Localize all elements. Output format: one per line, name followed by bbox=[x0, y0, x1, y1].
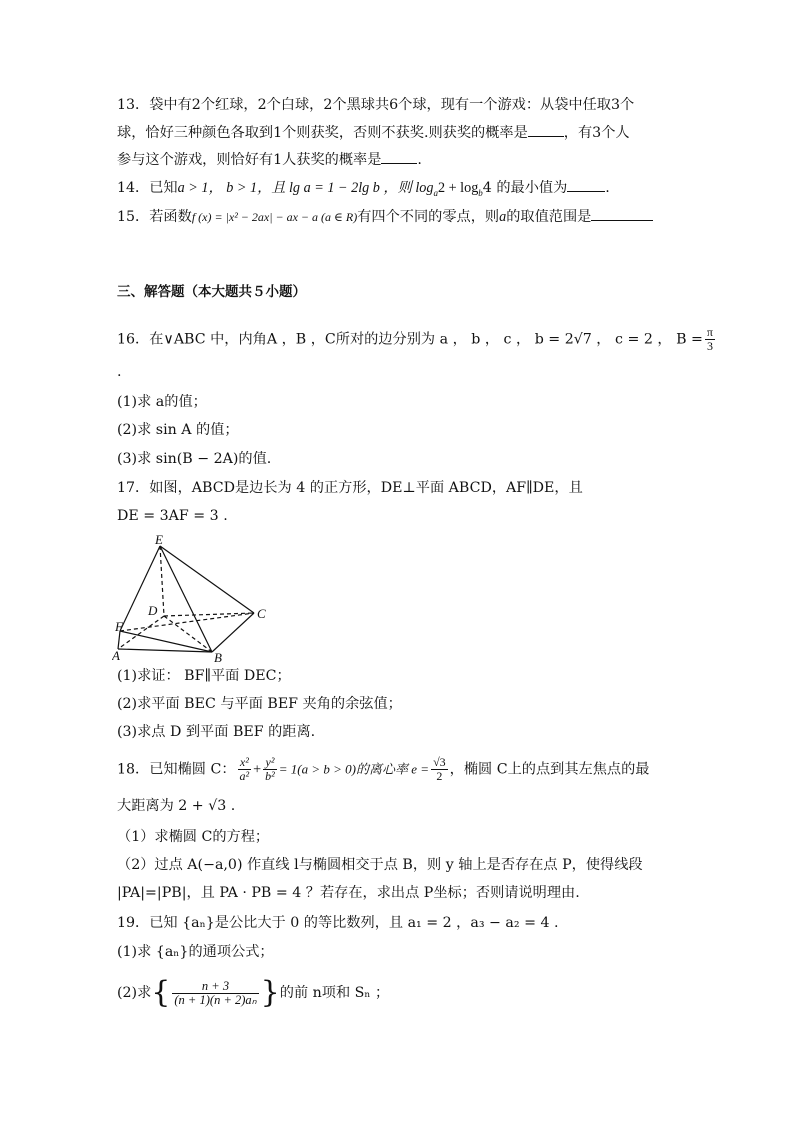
q16-part1: (1)求 a的值； bbox=[117, 394, 207, 410]
q17-part3: (3)求点 D 到平面 BEF 的距离. bbox=[117, 724, 316, 740]
label-B: B bbox=[214, 650, 222, 664]
q19-part1: (1)求 {aₙ}的通项公式； bbox=[117, 944, 274, 960]
q17-part2: (2)求平面 BEC 与平面 BEF 夹角的余弦值； bbox=[117, 696, 402, 712]
answer-blank bbox=[381, 149, 417, 164]
brace-left: { bbox=[151, 975, 171, 1010]
q14-sub: a bbox=[433, 187, 438, 198]
answer-blank bbox=[591, 206, 653, 221]
q14-end: . bbox=[605, 180, 610, 196]
edge-BC bbox=[212, 613, 254, 652]
q13-text: 参与这个游戏，则恰好有1人获奖的概率是 bbox=[117, 152, 382, 168]
q18-line1: 18．已知椭圆 C： $\frac{\text{x²}}{\text{a²}}$ + $\frac{\text{y²}}{\text{b²}}$ = 1(a > b > 0)的离心率 e = $\frac{√3}{2}$ ，椭圆 C上的点到其左焦点的最 bbox=[117, 755, 650, 783]
fraction-numerator: x² bbox=[238, 756, 252, 770]
q14-sub: b bbox=[478, 187, 483, 198]
q14-tail: 4 的最小值为 bbox=[482, 180, 568, 196]
fraction-denominator: a² bbox=[239, 769, 250, 783]
q17-line1: 17．如图，ABCD是边长为 4 的正方形，DE⊥平面 ABCD，AF∥DE，且 bbox=[117, 480, 583, 496]
geometry-figure bbox=[112, 534, 282, 664]
q15-line bbox=[117, 206, 653, 227]
q19-line1: 19．已知 {aₙ}是公比大于 0 的等比数列，且 a₁ = 2 ，a₃ − a₂ = 4 . bbox=[117, 915, 559, 931]
q13-line2 bbox=[117, 122, 630, 143]
q18-frac-y bbox=[263, 756, 277, 783]
q14-condition: a > 1， b > 1，且 lg a = 1 − 2lg b ，则 log bbox=[177, 180, 434, 196]
fraction-denominator: 3 bbox=[706, 339, 713, 353]
q18-eq-tail: = 1(a > b > 0)的离心率 e = bbox=[278, 761, 430, 777]
q17-line2: DE = 3AF = 3 . bbox=[117, 508, 228, 524]
q14-line bbox=[117, 177, 610, 203]
q15-prefix: 15．若函数 bbox=[117, 209, 192, 225]
fraction-numerator: n + 3 bbox=[172, 980, 258, 994]
edge-EC bbox=[160, 546, 254, 613]
q15-tail: 的取值范围是 bbox=[506, 209, 592, 225]
q16-line1 bbox=[117, 326, 717, 353]
fraction-numerator: y² bbox=[263, 756, 277, 770]
q13-text: ，有3个人 bbox=[563, 125, 630, 141]
q18-line2: 大距离为 2 + √3 . bbox=[117, 798, 236, 814]
edge-EF bbox=[120, 546, 160, 631]
q15-suffix: 有四个不同的零点，则 bbox=[357, 209, 500, 225]
fraction-numerator: π bbox=[706, 325, 713, 339]
q13-line3 bbox=[117, 149, 422, 170]
q18-part2: （2）过点 A(−a,0) 作直线 l与椭圆相交于点 B，则 y 轴上是否存在点 P，使得线段 bbox=[117, 857, 643, 873]
section-title: 三、解答题（本大题共５小题） bbox=[117, 284, 306, 300]
label-C: C bbox=[257, 606, 266, 621]
label-F: F bbox=[115, 619, 123, 634]
q13-text: . bbox=[417, 152, 422, 168]
q13-text: 球，恰好三种颜色各取到1个则获奖，否则不获奖.则获奖的概率是 bbox=[117, 125, 528, 141]
edge-ED bbox=[160, 546, 164, 616]
q18-frac-x bbox=[238, 756, 252, 783]
fraction-denominator: 2 bbox=[436, 769, 443, 783]
q14-prefix: 14．已知 bbox=[117, 180, 178, 196]
fraction-denominator: b² bbox=[265, 769, 275, 783]
q19-fraction bbox=[172, 980, 258, 1007]
fraction-numerator: √3 bbox=[433, 755, 446, 769]
q16-text: 16．在∨ABC 中，内角A ，B ，C所对的边分别为 a ， b ， c ， b = 2√7 ， c = 2 ， B = bbox=[117, 331, 703, 348]
q16-dot: . bbox=[117, 364, 122, 380]
label-D: D bbox=[148, 603, 158, 618]
q18-part1: （1）求椭圆 C的方程； bbox=[117, 829, 270, 845]
q19-part2 bbox=[117, 975, 390, 1010]
answer-blank bbox=[567, 177, 605, 192]
q19-part2-prefix: (2)求 bbox=[117, 985, 152, 1001]
q14-mid: 2 + log bbox=[437, 180, 479, 196]
q18-part2b: |PA|=|PB|，且 PA · PB = 4 ？若存在，求出点 P坐标；否则请说明理由. bbox=[117, 885, 580, 901]
edge-AB bbox=[118, 649, 212, 652]
label-E: E bbox=[155, 534, 163, 547]
answer-blank bbox=[528, 122, 564, 137]
q13-line1: 13．袋中有2个红球，2个白球，2个黑球共6个球，现有一个游戏：从袋中任取3个 bbox=[117, 97, 635, 113]
q15-function: f (x) = |x² − 2ax| − ax − a (a ∈ R) bbox=[191, 210, 358, 224]
fraction-denominator: (n + 1)(n + 2)aₙ bbox=[174, 992, 257, 1007]
q16-part2: (2)求 sin A 的值； bbox=[117, 422, 239, 438]
q17-part1: (1)求证： BF∥平面 DEC； bbox=[117, 668, 291, 684]
label-A: A bbox=[112, 648, 120, 663]
edge-EB bbox=[160, 546, 212, 652]
q19-part2-suffix: 的前 n项和 Sₙ ； bbox=[279, 985, 390, 1001]
q16-fraction bbox=[705, 326, 715, 353]
q18-prefix: 18．已知椭圆 C： bbox=[117, 761, 236, 778]
brace-right: } bbox=[260, 975, 280, 1010]
q18-frac-e bbox=[431, 756, 448, 783]
q15-var: a bbox=[499, 209, 507, 225]
q18-suffix: ，椭圆 C上的点到其左焦点的最 bbox=[449, 761, 650, 778]
q16-part3: (3)求 sin(B − 2A)的值. bbox=[117, 451, 272, 467]
